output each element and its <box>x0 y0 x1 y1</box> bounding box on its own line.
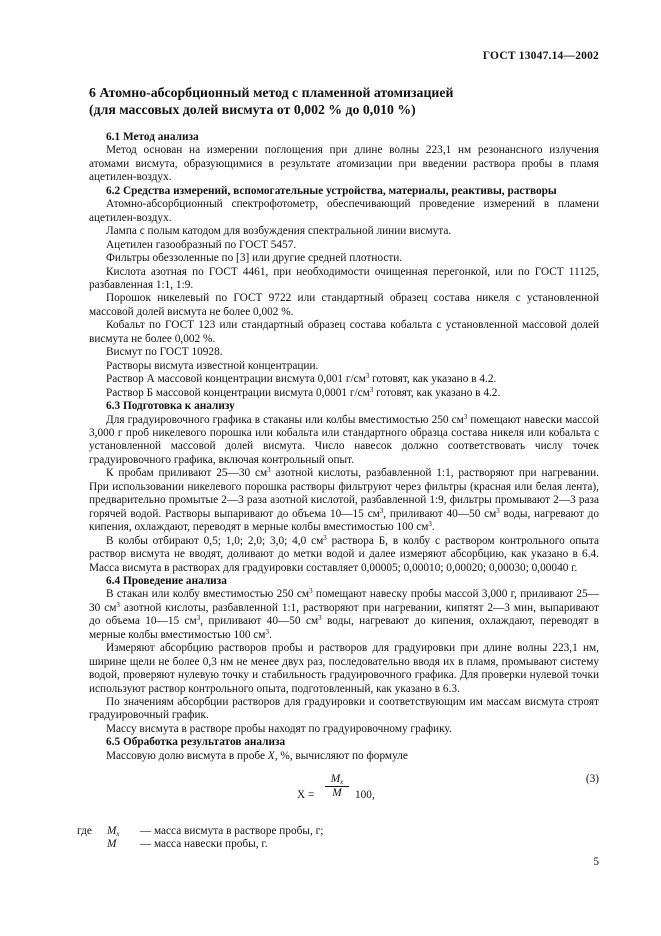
text: , приливают 40—50 см <box>383 507 497 520</box>
paragraph-6-2-3: Ацетилен газообразный по ГОСТ 5457. <box>106 238 297 251</box>
numerator-subscript: x <box>340 778 344 787</box>
superscript: 3 <box>309 587 313 596</box>
paragraph-6-2-11 <box>89 387 599 400</box>
superscript: 3 <box>496 506 500 515</box>
paragraph-6-2-4: Фильтры обеззоленные по [3] или другие средней плотности. <box>106 252 403 265</box>
formula-fraction <box>325 773 349 800</box>
heading-6-1: 6.1 Метод анализа <box>106 131 199 143</box>
text: , приливают 40—50 см <box>200 615 319 628</box>
superscript: 3 <box>323 533 327 542</box>
formula-lhs: X = <box>297 789 315 802</box>
superscript: 3 <box>369 385 374 394</box>
formula-multiplier: 100, <box>355 789 375 802</box>
paragraph-6-3-3 <box>89 535 599 575</box>
heading-6-4: 6.4 Проведение анализа <box>106 574 227 587</box>
definition-row <box>107 825 323 838</box>
text: . <box>431 521 435 534</box>
text: готовят, как указано в 4.2. <box>373 386 501 399</box>
heading-6-2: 6.2 Средства измерений, вспомогательные устройства, материалы, реактивы, растворы <box>106 184 557 197</box>
paragraph-6-4-4: Массу висмута в растворе пробы находят по градуировочному графику. <box>106 722 452 735</box>
superscript: 3 <box>196 614 201 623</box>
heading-6-5: 6.5 Обработка результатов анализа <box>106 736 286 749</box>
text: воды, нагревают до кипения, охлаждают, переводят в мерные колбы вместимостью 100 см <box>89 507 599 534</box>
superscript: 3 <box>318 614 322 623</box>
paragraph-6-2-6: Порошок никелевый по ГОСТ 9722 или стандартный образец состава никеля с установленной массовой долей висмута не более 0,002 %. <box>89 292 599 318</box>
section-title-line1: 6 Атомно-абсорбционный метод с пламенной атомизацией <box>89 85 454 100</box>
numerator-symbol: M <box>330 773 341 786</box>
paragraph-6-4-3: По значениям абсорбции растворов для градуировки и соответствующим им массам висмута строят градуировочный график. <box>89 696 599 722</box>
where-label: где <box>77 825 92 838</box>
superscript: 3 <box>463 412 468 421</box>
definition-text: — масса навески пробы, г. <box>137 838 268 851</box>
formula-number: (3) <box>585 773 599 786</box>
page-content <box>77 84 599 859</box>
section-title <box>89 84 599 118</box>
symbol: M <box>107 825 117 838</box>
paragraph-6-2-8: Висмут по ГОСТ 10928. <box>106 346 223 359</box>
text: К пробам приливают 25—30 см <box>106 467 268 480</box>
paragraph-6-2-7: Кобальт по ГОСТ 123 или стандартный образец состава кобальта с установленной массовой долей висмута не более 0,002 %. <box>89 319 599 345</box>
text: , %, вычисляют по формуле <box>274 749 408 762</box>
text: В стакан или колбу вместимостью 250 см <box>106 588 310 601</box>
formula-3 <box>89 763 599 825</box>
paragraph-6-2-2: Лампа с полым катодом для возбуждения спектральной линии висмута. <box>106 225 452 238</box>
variable-definitions <box>77 825 599 859</box>
paragraph-6-2-10 <box>89 373 599 386</box>
definition-symbol: M <box>107 838 117 851</box>
fraction-numerator <box>325 773 349 787</box>
text: воды, нагревают до кипения, охлаждают, переводят в мерные колбы вместимостью 100 см <box>89 615 599 641</box>
text: азотной кислоты, разбавленной 1:1, растворяют при нагревании, кипятят 2—3 мин, выпаривают до объема 10—15 см <box>89 601 599 628</box>
standard-header: ГОСТ 13047.14—2002 <box>482 50 599 62</box>
definition-symbol <box>107 825 137 838</box>
text: раствора Б, в колбу с раствором контрольного опыта раствор висмута не вводят, доливают до метки водой и далее измеряют абсорбцию, как указано в 6.4. Масса висмута в растворах для градуировки составляет 0,00005; 0,00010; 0,00020; 0,00030; 0,00040 г. <box>89 534 599 574</box>
text: Раствор Б массовой концентрации висмута 0,0001 г/см <box>106 386 370 399</box>
fraction-denominator: M <box>332 787 342 800</box>
superscript: 3 <box>428 520 432 529</box>
paragraph-6-4-1 <box>89 588 599 642</box>
text: В колбы отбирают 0,5; 1,0; 2,0; 3,0; 4,0 см <box>106 534 324 547</box>
superscript: 3 <box>265 627 269 636</box>
text: помещают навеску пробы массой 3,000 г, приливают 25—30 см <box>89 588 599 614</box>
definition-text: — масса висмута в растворе пробы, г; <box>137 825 324 838</box>
paragraph-6-3-2 <box>89 467 599 534</box>
superscript: 3 <box>267 466 271 475</box>
text: Массовую долю висмута в пробе <box>106 749 268 762</box>
paragraph-6-2-9: Растворы висмута известной концентрации. <box>106 359 319 372</box>
symbol-subscript: x <box>116 830 120 839</box>
text: готовят, как указано в 4.2. <box>369 373 497 386</box>
text: Для градуировочного графика в стаканы или колбы вместимостью 250 см <box>106 413 464 426</box>
superscript: 3 <box>379 506 384 515</box>
section-title-line2: (для массовых долей висмута от 0,002 % до 0,010 %) <box>89 102 416 117</box>
superscript: 3 <box>116 600 120 609</box>
paragraph-6-4-2: Измеряют абсорбцию растворов пробы и растворов для градуировки при длине волны 223,1 нм, ширине щели не более 0,3 нм не менее двух раз, последовательно вводя их в пламя, промывают систему водой, проверяют нулевую точку и стабильность градуировочного графика. Для проверки нулевой точки используют раствор контрольного опыта, подготовленный, как указано в 6.3. <box>89 642 599 695</box>
definition-row <box>107 838 268 851</box>
text: помещают навески массой 3,000 г проб никелевого порошка или кобальта или стандартного образца состава никеля или кобальта с установленной массовой долей висмута. Число навесок должно соответствовать числу точек градуировочного графика, включая контрольный опыт. <box>89 413 599 466</box>
paragraph-6-2-1: Атомно-абсорбционный спектрофотометр, обеспечивающий проведение измерений в пламени ацетилен-воздух. <box>89 198 599 224</box>
heading-6-3: 6.3 Подготовка к анализу <box>106 400 235 413</box>
variable-x: X <box>267 749 275 762</box>
paragraph-6-2-5: Кислота азотная по ГОСТ 4461, при необходимости очищенная перегонкой, или по ГОСТ 11125, разбавленная 1:1, 1:9. <box>89 265 599 291</box>
text: . <box>268 628 272 641</box>
text: азотной кислоты, разбавленной 1:1, растворяют при нагревании. При использовании никелевого порошка растворы фильтруют через фильтры (красная или белая лента), предварительно промытые 2—3 раза азотной кислотой, разбавленной 1:9, фильтры промывают 2—3 раза горячей водой. Растворы выпаривают до объема 10—15 см <box>89 467 599 520</box>
superscript: 3 <box>365 372 370 381</box>
paragraph-6-1: Метод основан на измерении поглощения при длине волны 223,1 нм резонансного излучения атомами висмута, образующимися в результате атомизации при введении раствора пробы в пламя ацетилен-воздух. <box>89 144 599 184</box>
paragraph-6-5-1 <box>89 750 599 763</box>
paragraph-6-3-1 <box>89 414 599 468</box>
text: Раствор А массовой концентрации висмута 0,001 г/см <box>106 373 366 386</box>
page-number: 5 <box>593 856 599 868</box>
